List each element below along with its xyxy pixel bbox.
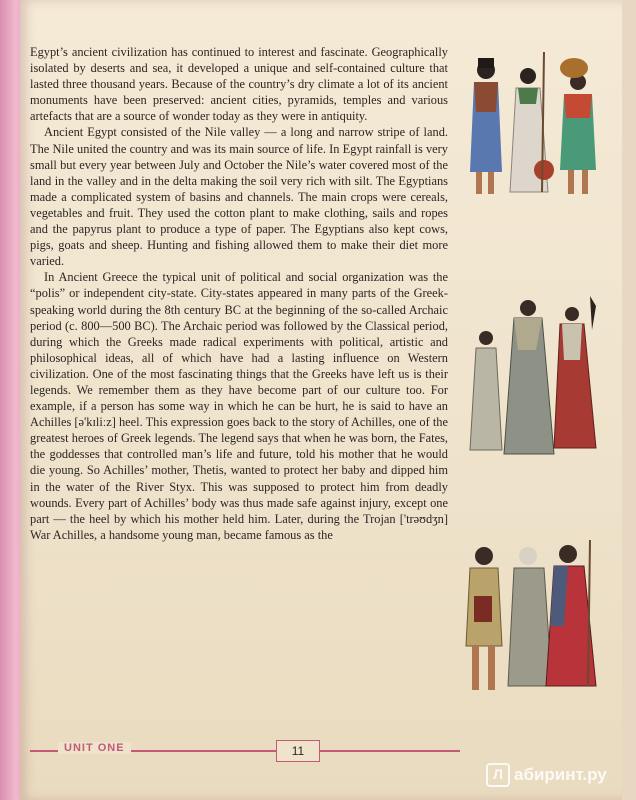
greek-woman-left-figure [470, 331, 502, 450]
page-right-edge [622, 0, 636, 800]
greek-man-right-figure [546, 540, 596, 686]
egyptian-figures-illustration [456, 42, 612, 222]
main-text-column [30, 44, 448, 543]
greek-woman-center-figure [504, 300, 554, 454]
paragraph-ancient-greece: In Ancient Greece the typical unit of political and social organization was the “polis” or independent city-state. City-states appeared in many parts of the Greek-speaking world during the 8th century BC at the beginning of the so-called Archaic period (c. 800—500 BC). The Archaic period was followed by the Classical period, during which the Greeks made radical experiments with political, artistic and philosophical ideas, all of which have had a lasting influence on Western civilization. One of the most fascinating things that the Greeks have left us is their legends. We remember them as they have become part of our culture too. For example, if a person has some way in which he can be hurt, he is said to have an Achilles [ə'kɪliːz] heel. This expression goes back to the story of Achilles, one of the greatest heroes of Greek legends. The legend says that when he was born, the Fates, the goddesses that controlled man’s life and future, told his mother that he would die young. So Achilles’ mother, Thetis, wanted to protect her baby and dipped him in the water of the River Styx. This was supposed to protect him from deadly wounds. Every part of Achilles’ body was thus made safe against injury, except one part — the heel by which his mother held him. Later, during the Trojan ['trəʊdʒn] War Achilles, a handsome young man, became famous as the [30, 270, 448, 542]
egyptian-man-figure [470, 58, 502, 194]
paragraph-nile-valley: Ancient Egypt consisted of the Nile valley — a long and narrow stripe of land. The Nile united the country and was its main source of life. In Egypt rainfall is very small but every year between July and October the Nile’s water covered most of the land in the valley and in the delta making the soil very rich with silt. The Egyptians made a complicated system of basins and channels. The main crops were cereals, vegetables and fruit. They used the cotton plant to make clothing, sails and ropes and the papyrus plant to produce a type of paper. The Egyptians also kept cows, pigs, goats and sheep. Hunting and fishing allowed them to make their diet more varied. [30, 125, 448, 269]
greek-women-illustration [456, 290, 612, 460]
page-number: 11 [276, 740, 320, 762]
greek-elder-figure [508, 547, 552, 686]
greek-men-illustration [456, 536, 612, 706]
watermark-text: абиринт.ру [514, 765, 607, 784]
labirint-logo-icon: Л [486, 763, 510, 787]
greek-woman-right-figure [554, 296, 596, 448]
labirint-watermark [486, 763, 607, 787]
egyptian-woman-figure [510, 52, 554, 192]
unit-label: UNIT ONE [58, 742, 131, 754]
greek-man-left-figure [466, 547, 502, 690]
paragraph-egypt-intro: Egypt’s ancient civilization has continued to interest and fascinate. Geographically isolated by deserts and sea, it developed a unique and self-contained culture that lasted three thousand years. Because of the country’s dry climate a lot of its ancient monuments have been preserved: ancient cities, pyramids, temples and various artefacts that are a source of wonder today as they were in antiquity. [30, 45, 448, 124]
egyptian-carrier-figure [560, 58, 596, 194]
